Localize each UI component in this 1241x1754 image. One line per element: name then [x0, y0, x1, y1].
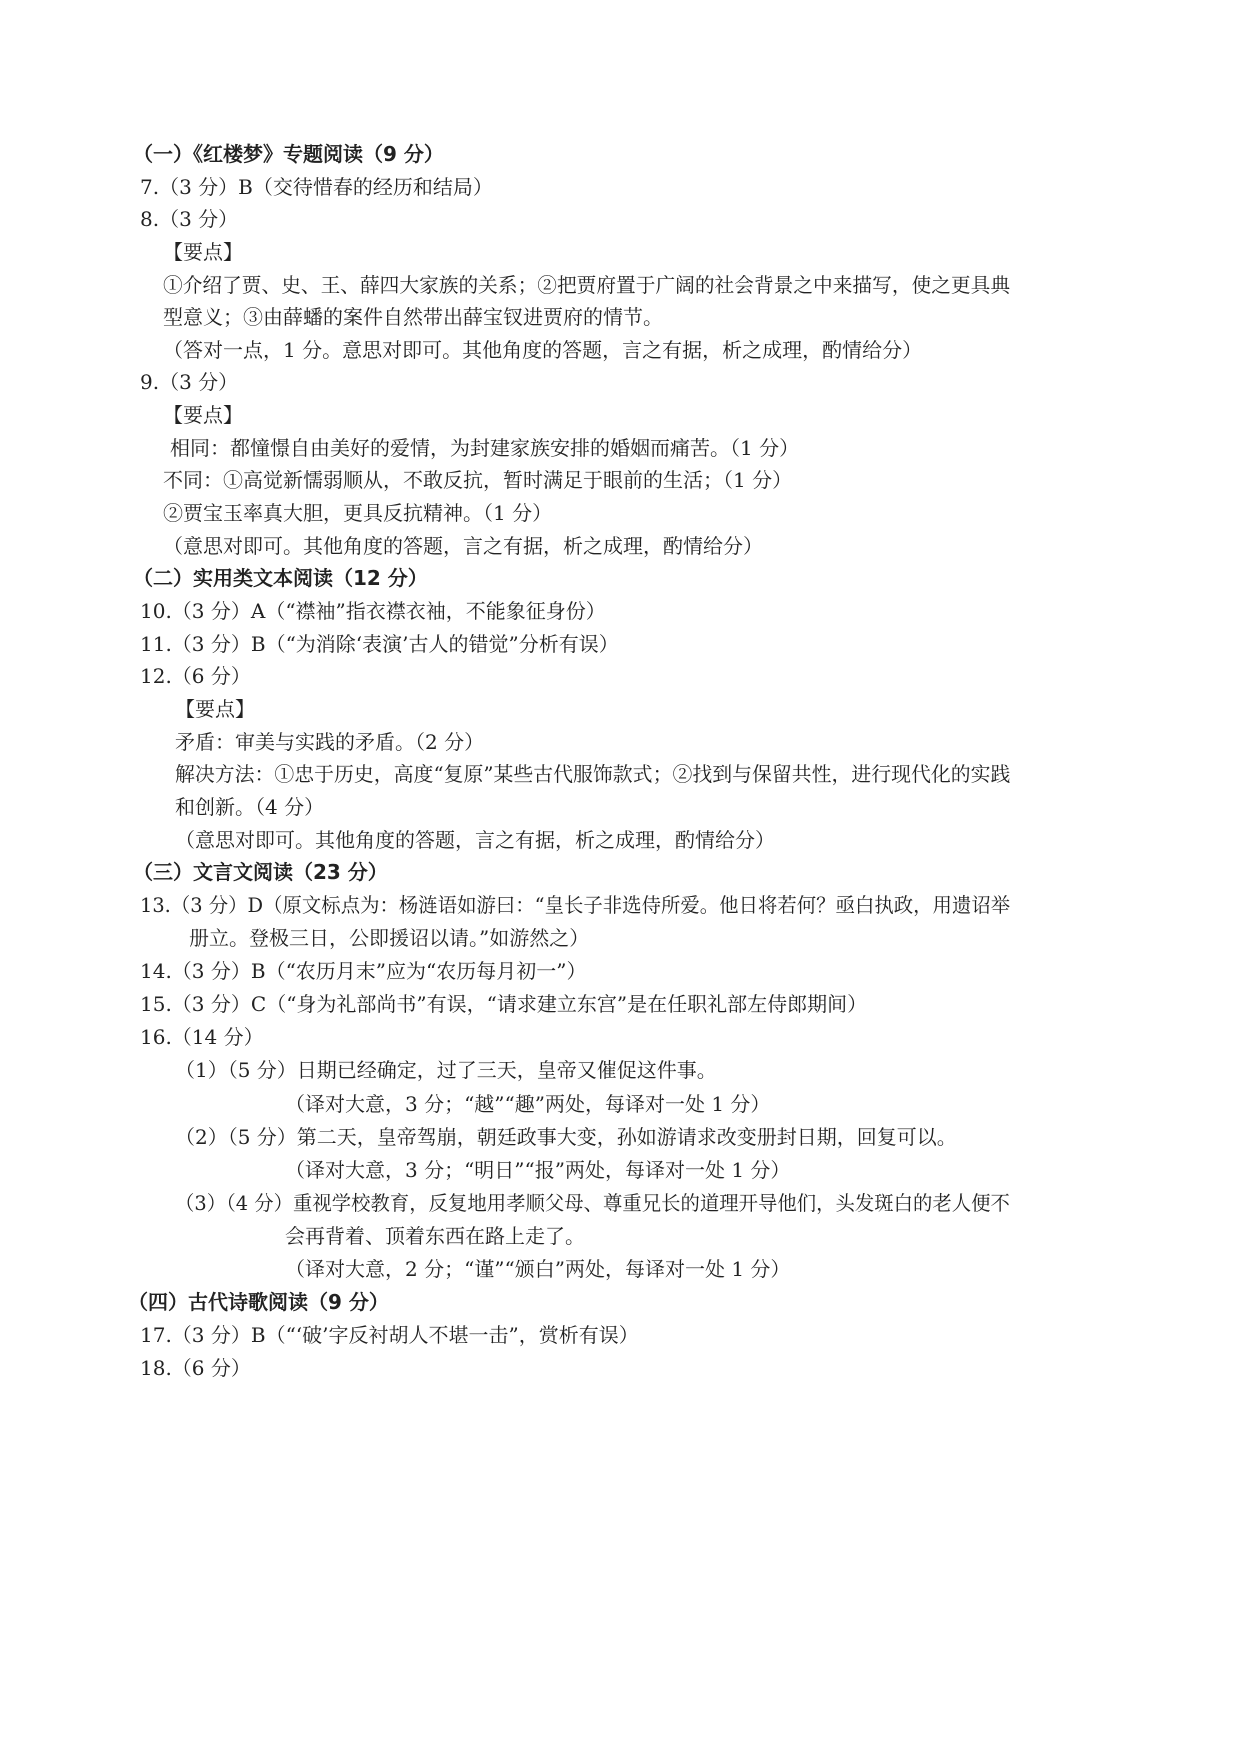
- answer-item-7: 7.（3 分）B（交待惜春的经历和结局）: [140, 175, 493, 199]
- section-heading-4: （四）古代诗歌阅读（9 分）: [128, 1290, 389, 1314]
- scoring-note: （译对大意，3 分；“明日”“报”两处，每译对一处 1 分）: [285, 1158, 791, 1182]
- translation-item-2: （2）（5 分）第二天，皇帝驾崩，朝廷政事大变，孙如游请求改变册封日期，回复可以。: [175, 1125, 957, 1149]
- answer-item-18: 18.（6 分）: [140, 1356, 251, 1380]
- answer-text: 和创新。（4 分）: [175, 795, 325, 819]
- answer-text: 会再背着、顶着东西在路上走了。: [285, 1224, 585, 1248]
- answer-text: 不同：①高觉新懦弱顺从，不敢反抗，暂时满足于眼前的生活；（1 分）: [163, 468, 793, 492]
- scoring-note: （意思对即可。其他角度的答题，言之有据，析之成理，酌情给分）: [175, 828, 775, 852]
- key-points-label: 【要点】: [163, 403, 243, 427]
- answer-item-9: 9.（3 分）: [140, 370, 239, 394]
- section-heading-2: （二）实用类文本阅读（12 分）: [133, 566, 428, 590]
- answer-text: 相同：都憧憬自由美好的爱情，为封建家族安排的婚姻而痛苦。（1 分）: [170, 436, 800, 460]
- section-heading-3: （三）文言文阅读（23 分）: [133, 860, 388, 884]
- answer-item-10: 10.（3 分）A（“襟袖”指衣襟衣袖，不能象征身份）: [140, 599, 606, 623]
- scoring-note: （译对大意，3 分；“越”“趣”两处，每译对一处 1 分）: [285, 1092, 771, 1116]
- answer-item-12: 12.（6 分）: [140, 664, 251, 688]
- answer-item-8: 8.（3 分）: [140, 207, 239, 231]
- scoring-note: （答对一点，1 分。意思对即可。其他角度的答题，言之有据，析之成理，酌情给分）: [163, 338, 923, 362]
- key-points-label: 【要点】: [175, 697, 255, 721]
- answer-item-17: 17.（3 分）B（“‘破’字反衬胡人不堪一击”，赏析有误）: [140, 1323, 639, 1347]
- answer-text: 矛盾：审美与实践的矛盾。（2 分）: [175, 730, 485, 754]
- section-heading-1: （一）《红楼梦》专题阅读（9 分）: [133, 142, 444, 166]
- translation-item-1: （1）（5 分）日期已经确定，过了三天，皇帝又催促这件事。: [175, 1058, 717, 1082]
- answer-text: ②贾宝玉率真大胆，更具反抗精神。（1 分）: [163, 501, 553, 525]
- answer-item-16: 16.（14 分）: [140, 1025, 264, 1049]
- answer-item-14: 14.（3 分）B（“农历月末”应为“农历每月初一”）: [140, 959, 587, 983]
- scoring-note: （译对大意，2 分；“谨”“颁白”两处，每译对一处 1 分）: [285, 1257, 791, 1281]
- answer-text: ①介绍了贾、史、王、薛四大家族的关系；②把贾府置于广阔的社会背景之中来描写，使之更具典: [163, 273, 1011, 297]
- answer-text: 型意义；③由薛蟠的案件自然带出薛宝钗进贾府的情节。: [163, 305, 663, 329]
- answer-text: 解决方法：①忠于历史，高度“复原”某些古代服饰款式；②找到与保留共性，进行现代化的实践: [175, 762, 1011, 786]
- answer-item-11: 11.（3 分）B（“为消除‘表演’古人的错觉”分析有误）: [140, 632, 619, 656]
- answer-text: 册立。登极三日，公即援诏以请。”如游然之）: [189, 926, 590, 950]
- answer-item-15: 15.（3 分）C（“身为礼部尚书”有误，“请求建立东宫”是在任职礼部左侍郎期间）: [140, 992, 868, 1016]
- answer-item-13: 13.（3 分）D（原文标点为：杨涟语如游曰：“皇长子非选侍所爱。他日将若何？亟白执政，用遗诏举: [140, 893, 1011, 917]
- key-points-label: 【要点】: [163, 240, 243, 264]
- scoring-note: （意思对即可。其他角度的答题，言之有据，析之成理，酌情给分）: [163, 534, 763, 558]
- translation-item-3: （3）（4 分）重视学校教育，反复地用孝顺父母、尊重兄长的道理开导他们，头发斑白的老人便不: [175, 1191, 1010, 1215]
